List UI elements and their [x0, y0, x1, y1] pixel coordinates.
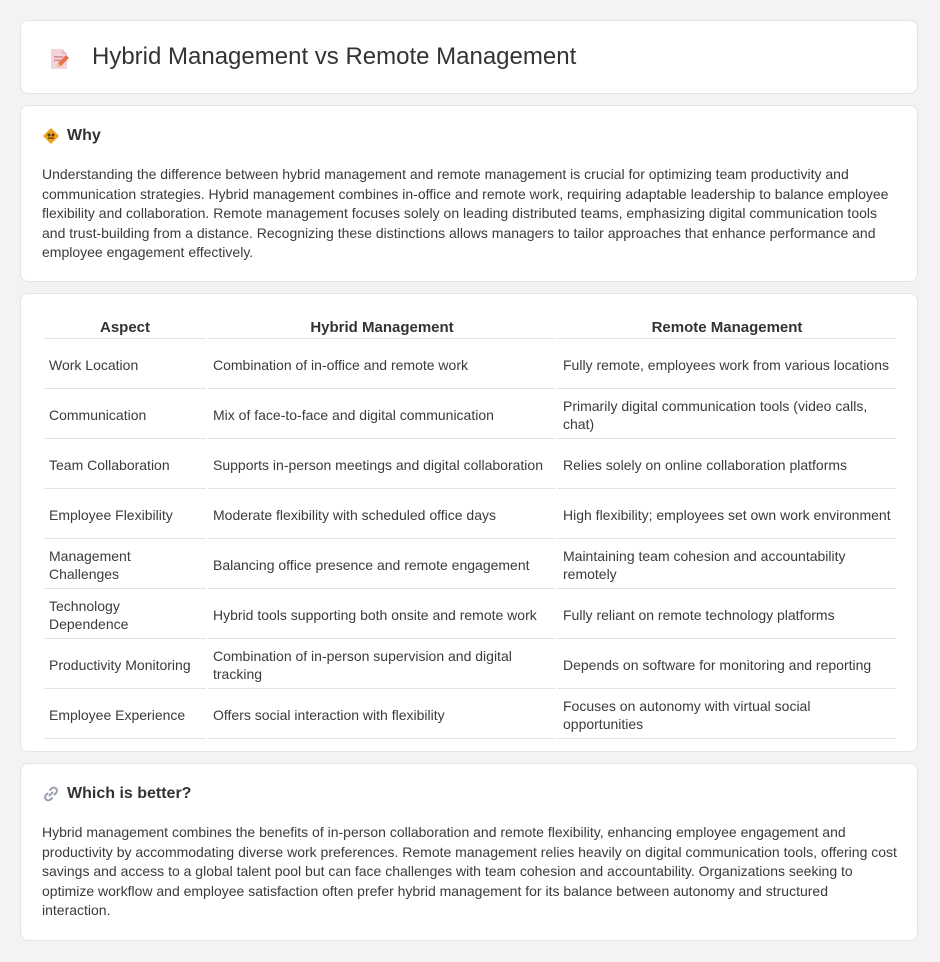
header-aspect: Aspect	[44, 316, 206, 339]
why-text: Understanding the difference between hybrid management and remote management is crucial for optimizing team productivity and communication strategies. Hybrid management combines in-office and remote work, requiring adaptable leadership to balance employee flexibility and collaboration. Remote management focuses solely on leading distributed teams, emphasizing digital communication tools and trust-building from a distance. Recognizing these distinctions allows managers to tailor approaches that enhance performance and employee engagement effectively.	[42, 166, 889, 261]
cell-hybrid: Combination of in-person supervision and digital tracking	[208, 641, 556, 689]
cell-aspect: Team Collaboration	[44, 441, 206, 489]
cell-aspect: Employee Experience	[44, 691, 206, 739]
table-row	[44, 641, 896, 689]
comparison-table	[42, 314, 898, 741]
link-icon	[42, 785, 60, 803]
cell-hybrid: Hybrid tools supporting both onsite and remote work	[208, 591, 556, 639]
header-remote: Remote Management	[558, 316, 896, 339]
better-heading: Which is better?	[67, 785, 192, 802]
table-row	[44, 341, 896, 389]
cell-remote: Maintaining team cohesion and accountability remotely	[558, 541, 896, 589]
cell-hybrid: Balancing office presence and remote engagement	[208, 541, 556, 589]
table-row	[44, 441, 896, 489]
table-row	[44, 491, 896, 539]
header-hybrid: Hybrid Management	[208, 316, 556, 339]
which-is-better-section	[20, 763, 918, 941]
cell-remote: Fully reliant on remote technology platforms	[558, 591, 896, 639]
cell-remote: Primarily digital communication tools (video calls, chat)	[558, 391, 896, 439]
cell-aspect: Employee Flexibility	[44, 491, 206, 539]
cell-aspect: Productivity Monitoring	[44, 641, 206, 689]
why-icon	[42, 127, 60, 145]
table-row	[44, 541, 896, 589]
title-card	[20, 20, 918, 94]
table-row	[44, 691, 896, 739]
cell-remote: High flexibility; employees set own work environment	[558, 491, 896, 539]
better-text: Hybrid management combines the benefits of in-person collaboration and remote flexibility, enhancing employee engagement and productivity by accommodating diverse work preferences. Remote management relies heavily on digital communication tools, offering cost savings and access to a global talent pool but can face challenges with team cohesion and accountability. Organizations seeking to optimize workflow and employee satisfaction often prefer hybrid management for its balance between autonomy and structured interaction.	[42, 824, 897, 919]
table-header-row	[44, 316, 896, 339]
cell-aspect: Management Challenges	[44, 541, 206, 589]
document-edit-icon	[47, 47, 71, 71]
cell-hybrid: Supports in-person meetings and digital collaboration	[208, 441, 556, 489]
cell-remote: Depends on software for monitoring and reporting	[558, 641, 896, 689]
cell-remote: Relies solely on online collaboration platforms	[558, 441, 896, 489]
cell-remote: Fully remote, employees work from various locations	[558, 341, 896, 389]
why-heading: Why	[67, 127, 101, 144]
cell-hybrid: Moderate flexibility with scheduled office days	[208, 491, 556, 539]
cell-aspect: Communication	[44, 391, 206, 439]
table-row	[44, 391, 896, 439]
cell-hybrid: Combination of in-office and remote work	[208, 341, 556, 389]
comparison-section	[20, 293, 918, 752]
table-row	[44, 591, 896, 639]
why-section	[20, 105, 918, 282]
cell-aspect: Technology Dependence	[44, 591, 206, 639]
page-title: Hybrid Management vs Remote Management	[92, 43, 577, 70]
cell-remote: Focuses on autonomy with virtual social opportunities	[558, 691, 896, 739]
cell-hybrid: Offers social interaction with flexibility	[208, 691, 556, 739]
cell-hybrid: Mix of face-to-face and digital communication	[208, 391, 556, 439]
cell-aspect: Work Location	[44, 341, 206, 389]
